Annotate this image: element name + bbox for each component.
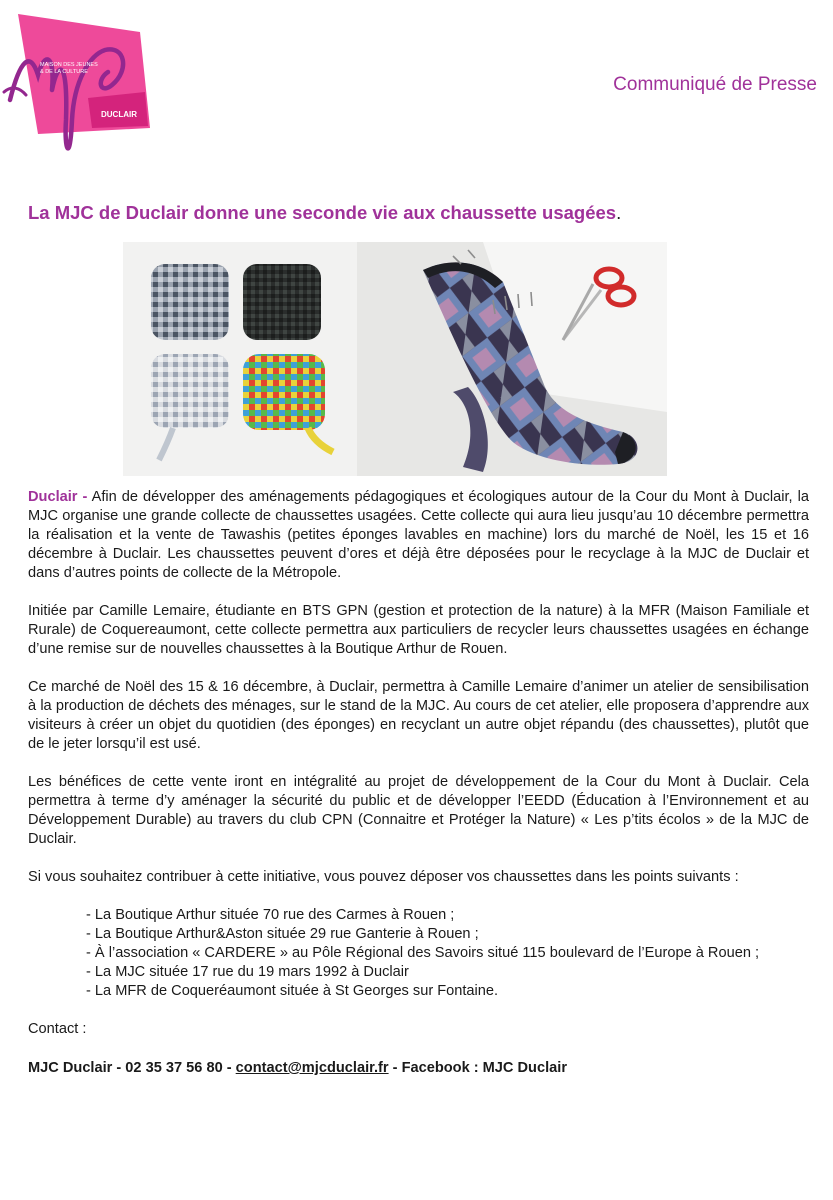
paragraph-4: Les bénéfices de cette vente iront en intégralité au projet de développement de la Cour du Mont à Duclair. Cela permettra à terme d’y aménager la sécurité du public et de développer l’EEDD (Éducation à l’Environnement et au Développement Durable) au travers du club CPN (Connaitre et Protéger la Nature) « Les p’tits écolos » de la MJC de Duclair. bbox=[28, 774, 809, 847]
headline-text: La MJC de Duclair donne une seconde vie aux chaussette usagées bbox=[28, 202, 617, 223]
gray-sponge bbox=[151, 264, 229, 340]
list-item: - À l’association « CARDERE » au Pôle Régional des Savoirs situé 115 boulevard de l’Europe à Rouen ; bbox=[86, 945, 760, 961]
press-release-label: Communiqué de Presse bbox=[613, 74, 817, 95]
paragraph-1: Duclair - Afin de développer des aménagements pédagogiques et écologiques autour de la Cour du Mont à Duclair, la MJC organise une grande collecte de chaussettes usagées. Cette collecte qui aura lieu jusqu’au 10 décembre permettra la réalisation et la vente de Tawashis (petites éponges lavables en machine) lors du marché de Noël, les 15 et 16 décembre à Duclair. Les chaussettes peuvent d’ores et déjà être déposées pour le recyclage à la MJC de Duclair et dans d’autres points de collecte de la Métropole. bbox=[28, 489, 810, 581]
paragraph-3: Ce marché de Noël des 15 & 16 décembre, à Duclair, permettra à Camille Lemaire d’animer un atelier de sensibilisation à la production de déchets des ménages, sur le stand de la MJC. Au cours de cet atelier, elle proposera d’apprendre aux visiteurs à créer un objet du quotidien (des éponges) en recyclant un autre objet répandu (des chaussettes), plutôt que de le jeter lorsqu’il est usé. bbox=[28, 679, 809, 752]
headline bbox=[28, 202, 808, 224]
headline-dot: . bbox=[616, 202, 622, 223]
collection-points-list bbox=[28, 906, 809, 1001]
list-item: - La Boutique Arthur située 70 rue des Carmes à Rouen ; bbox=[86, 907, 455, 923]
list-item: - La MJC située 17 rue du 19 mars 1992 à Duclair bbox=[86, 964, 409, 980]
logo-badge-text: DUCLAIR bbox=[101, 110, 137, 119]
contact-line bbox=[28, 1059, 809, 1078]
list-item: - La MFR de Coqueréaumont située à St Georges sur Fontaine. bbox=[86, 983, 499, 999]
colorful-sponge bbox=[243, 354, 325, 430]
logo-line1: MAISON DES JEUNES bbox=[40, 62, 98, 68]
logo-line2: & DE LA CULTURE bbox=[40, 69, 88, 75]
contact-label: Contact : bbox=[28, 1021, 87, 1037]
paragraph-2: Initiée par Camille Lemaire, étudiante en BTS GPN (gestion et protection de la nature) à la MFR (Maison Familiale et Rurale) de Coquereaumont, cette collecte permettra aux particuliers de recycler leurs chaussettes usagées en échange d’une remise sur de nouvelles chaussettes à la Boutique Arthur de Rouen. bbox=[28, 603, 809, 657]
list-item: - La Boutique Arthur&Aston située 29 rue Ganterie à Rouen ; bbox=[86, 926, 479, 942]
socks-sponges-photo bbox=[123, 242, 667, 476]
light-sponge bbox=[151, 354, 229, 428]
contact-org-phone: MJC Duclair - 02 35 37 56 80 - bbox=[28, 1060, 236, 1076]
paragraph-5: Si vous souhaitez contribuer à cette initiative, vous pouvez déposer vos chaussettes dans les points suivants : bbox=[28, 869, 739, 885]
dateline: Duclair - bbox=[28, 489, 88, 505]
contact-facebook: - Facebook : MJC Duclair bbox=[388, 1060, 567, 1076]
contact-email-link[interactable]: contact@mjcduclair.fr bbox=[235, 1060, 389, 1076]
mjc-duclair-logo bbox=[0, 0, 150, 175]
article-body bbox=[28, 488, 809, 1097]
black-sponge bbox=[243, 264, 321, 340]
